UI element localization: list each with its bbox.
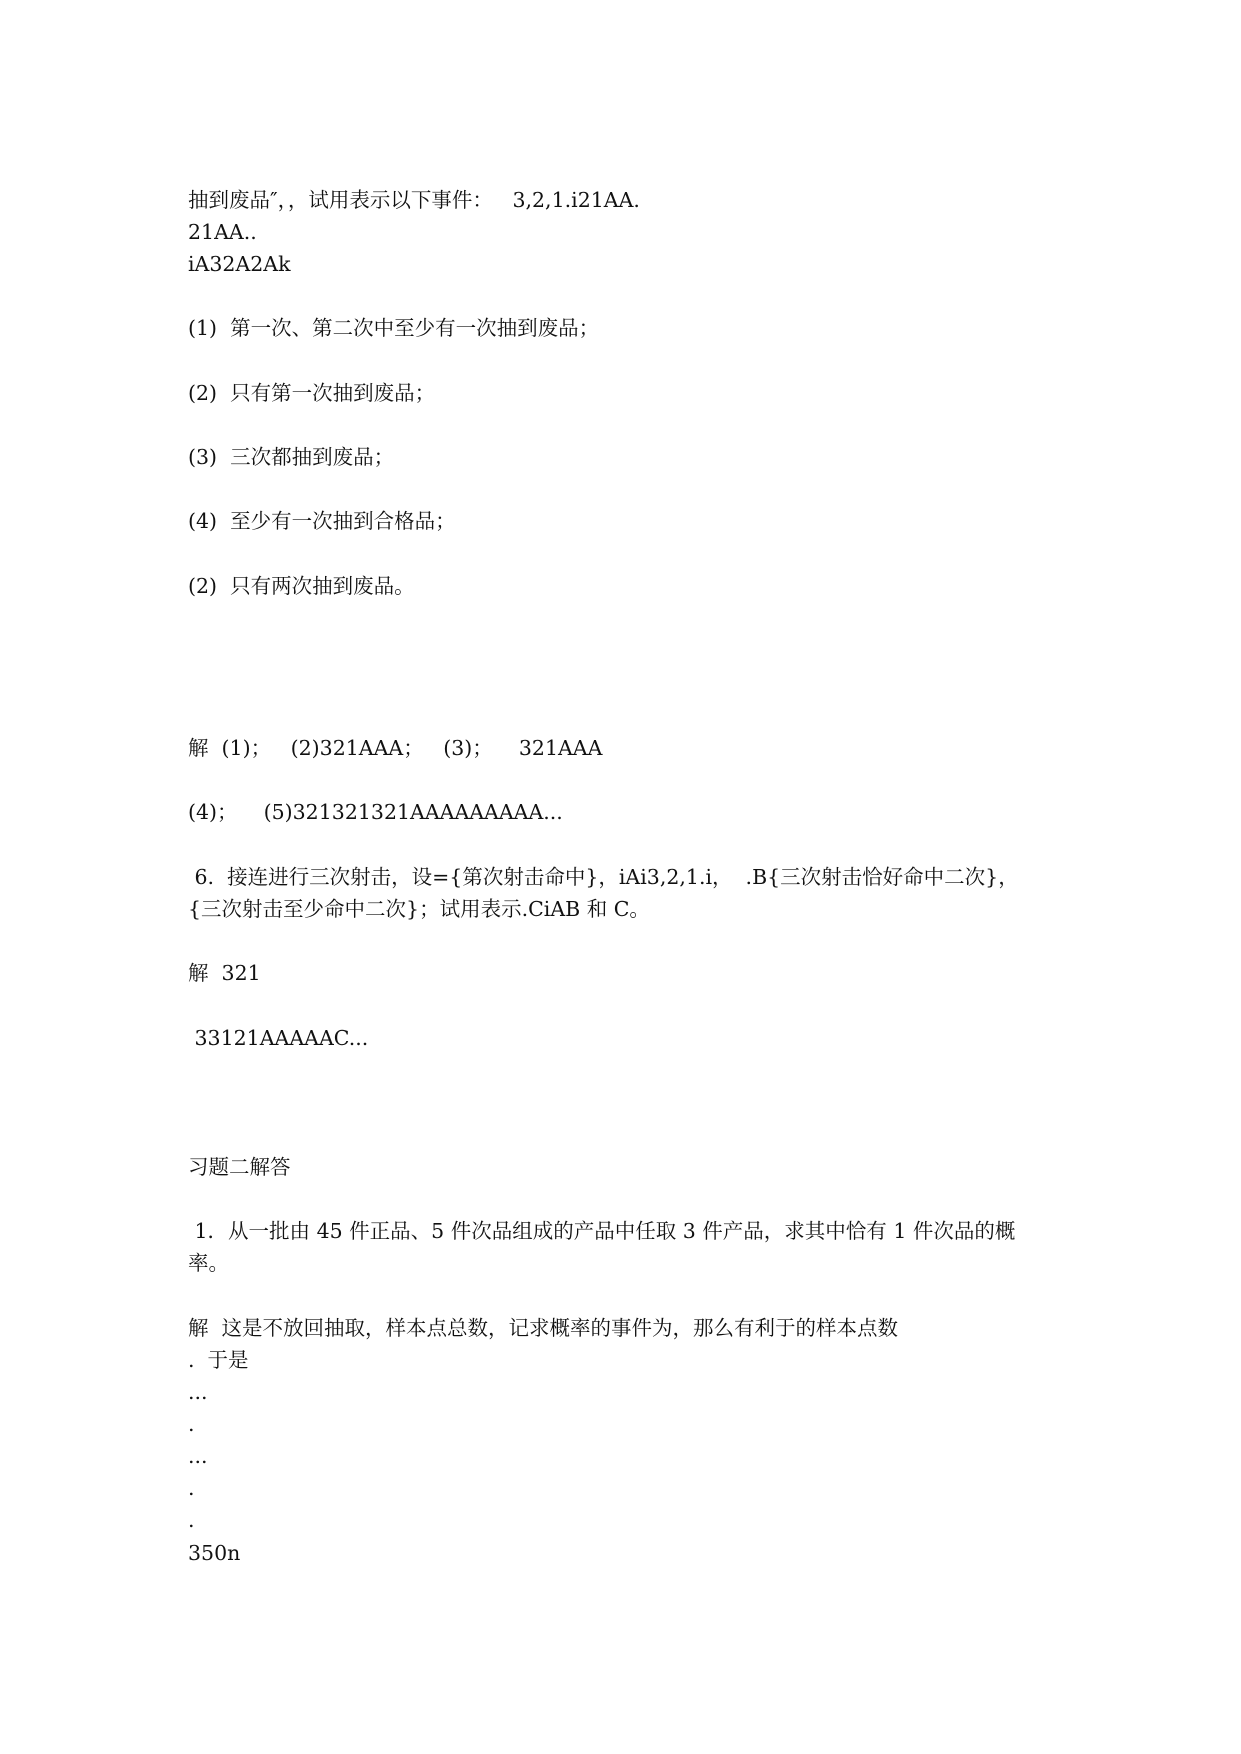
text-line: 解 (1)； (2)321AAA； (3)； 321AAA [188,736,603,760]
text-line: 1．从一批由 45 件正品、5 件次品组成的产品中任取 3 件产品，求其中恰有 1 件次品的概 [188,1219,1016,1243]
text-line: 抽到废品″，，试用表示以下事件： 3,2,1.i21AA. [188,188,640,212]
text-line: {三次射击至少命中二次}；试用表示.CiAB 和 C。 [188,897,650,921]
text-line: 率。 [188,1251,229,1275]
text-line: ... [188,1380,208,1404]
text-line: 350n [188,1541,241,1565]
text-line: . [188,1508,195,1532]
text-line: (4)； (5)321321321AAAAAAAAA... [188,800,563,824]
text-line: (3) 三次都抽到废品； [188,445,395,469]
text-line: (2) 只有第一次抽到废品； [188,381,436,405]
text-line: 解 321 [188,961,261,985]
text-line: . [188,1476,195,1500]
text-line: iA32A2Ak [188,252,291,276]
text-line: 33121AAAAAC... [188,1026,369,1050]
text-line: ... [188,1444,208,1468]
text-line: . 于是 [188,1348,249,1372]
text-line: 21AA.. [188,220,257,244]
text-line: 6. 接连进行三次射击，设={第次射击命中}，iAi3,2,1.i， .B{三次射击恰好命中二次}， [188,865,1019,889]
text-line: (2) 只有两次抽到废品。 [188,574,415,598]
text-line: 解 这是不放回抽取，样本点总数，记求概率的事件为，那么有利于的样本点数 [188,1316,899,1340]
text-line: (4) 至少有一次抽到合格品； [188,509,456,533]
text-line: (1) 第一次、第二次中至少有一次抽到废品； [188,316,600,340]
text-line: . [188,1412,195,1436]
section-heading: 习题二解答 [188,1155,291,1179]
